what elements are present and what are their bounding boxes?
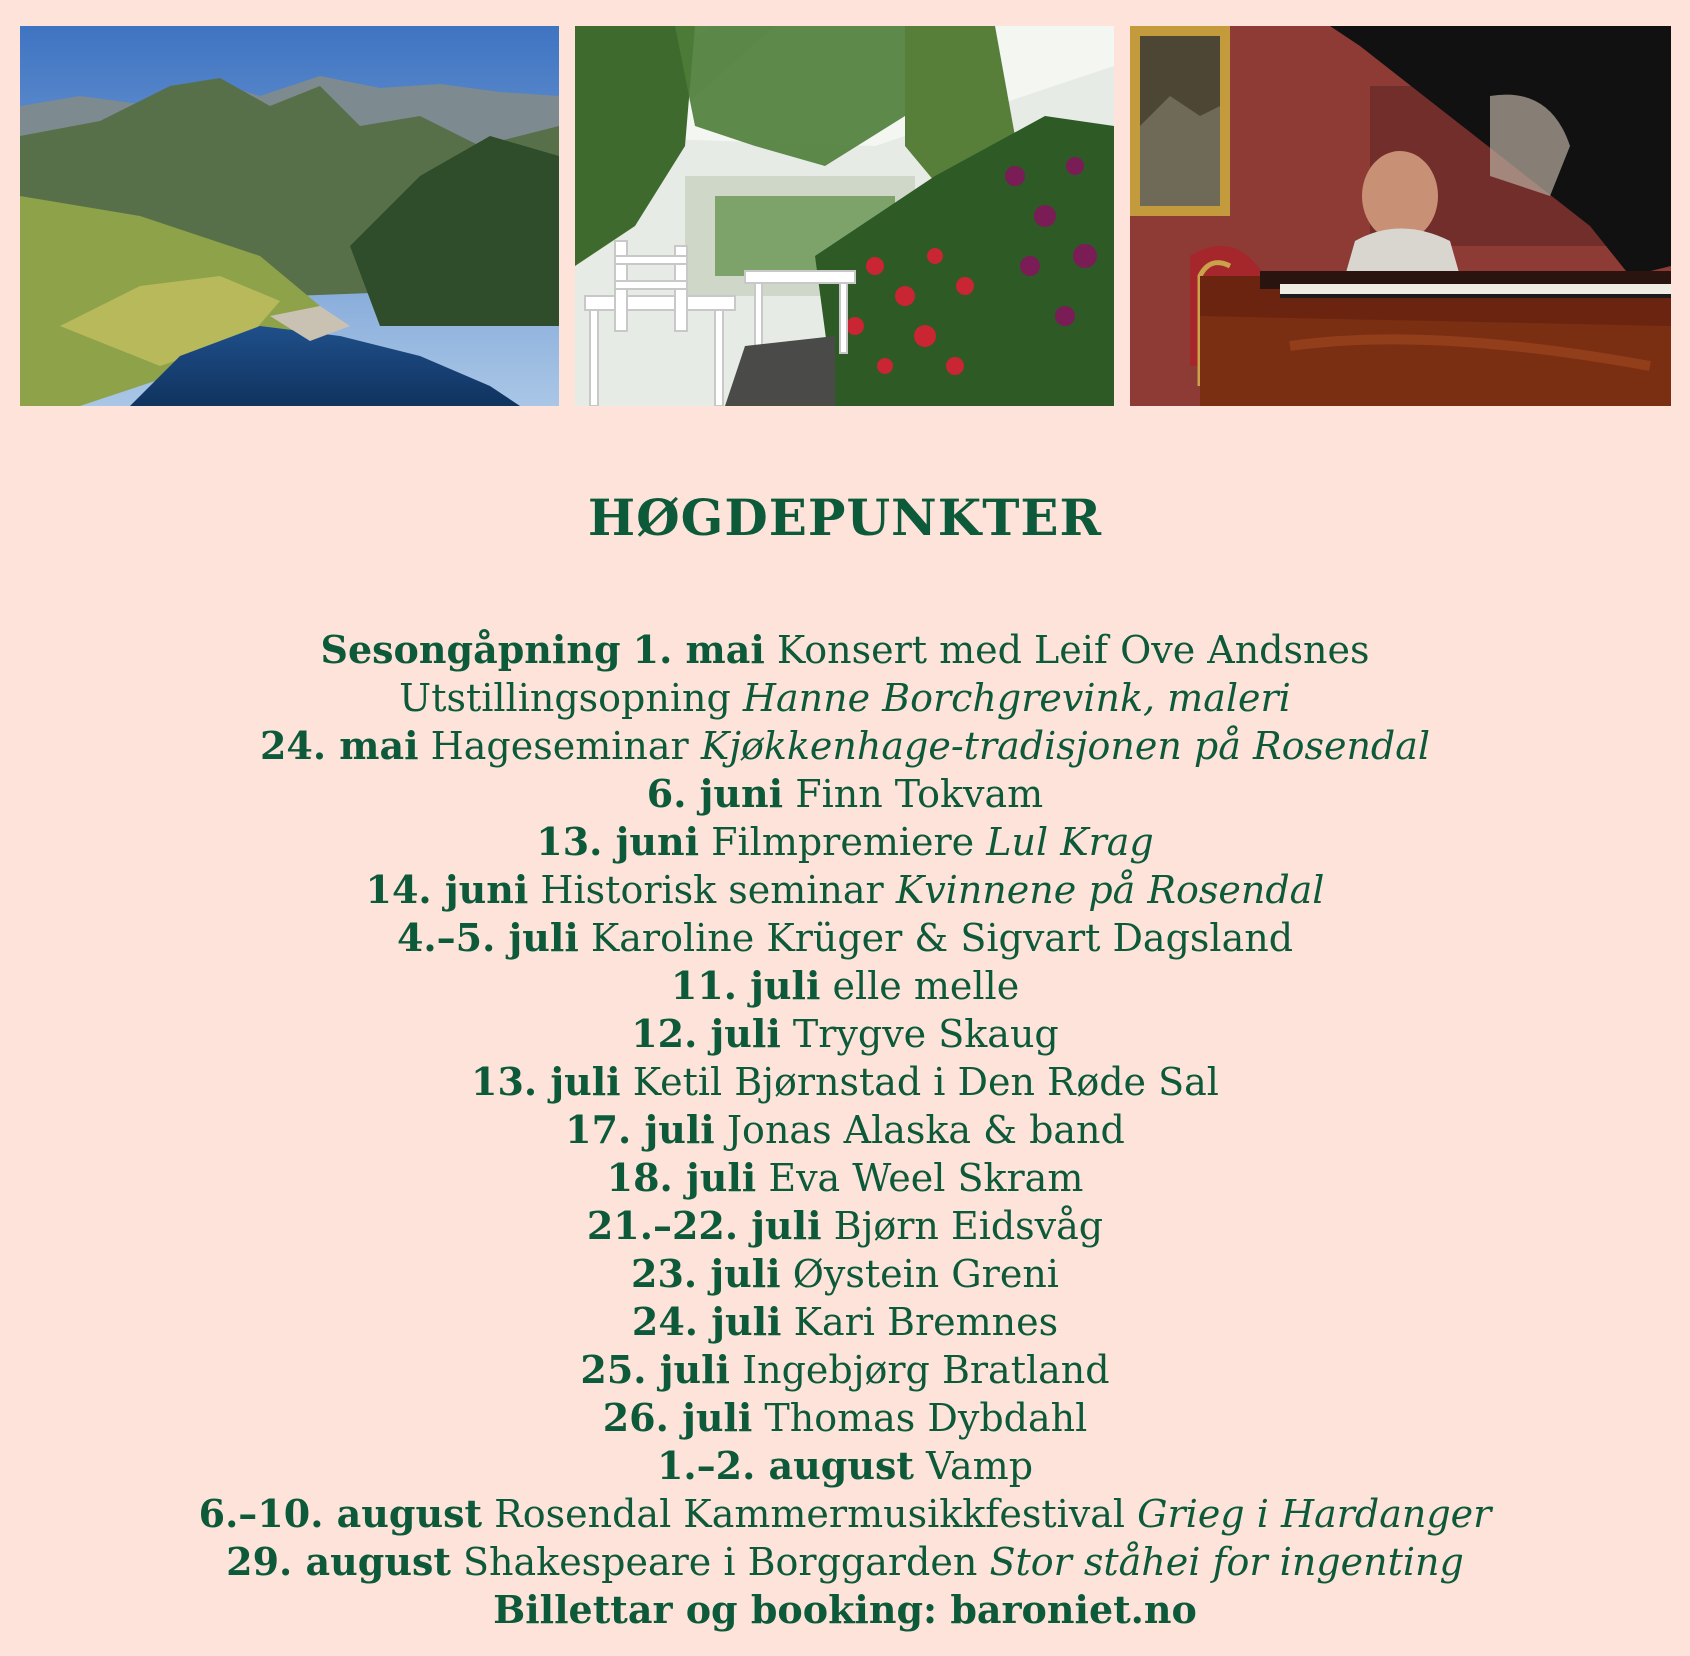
event-line [0, 1202, 1690, 1250]
event-title: Vamp [926, 1444, 1034, 1488]
event-line [0, 1058, 1690, 1106]
event-line [0, 1010, 1690, 1058]
event-title: Jonas Alaska & band [726, 1108, 1125, 1152]
event-line [0, 1346, 1690, 1394]
event-title: Konsert med Leif Ove Andsnes [776, 628, 1370, 672]
event-line [0, 1394, 1690, 1442]
event-date: 12. juli [631, 1011, 781, 1056]
event-line [0, 1298, 1690, 1346]
event-prefix: Sesongåpning [320, 627, 621, 672]
event-subtitle: Hanne Borchgrevink, maleri [742, 676, 1291, 720]
event-date: 6.–10. august [198, 1491, 483, 1536]
event-title: Trygve Skaug [792, 1012, 1059, 1056]
event-title: Shakespeare i Borggarden [463, 1540, 978, 1584]
pianist-red-room-photo [1130, 26, 1671, 406]
event-title: Ketil Bjørnstad i Den Røde Sal [632, 1060, 1219, 1104]
event-date: 6. juni [646, 771, 784, 816]
event-title: Eva Weel Skram [768, 1156, 1084, 1200]
event-date: 1. mai [632, 627, 765, 672]
page-title: HØGDEPUNKTER [587, 488, 1103, 547]
event-date: 11. juli [670, 963, 821, 1008]
event-line [0, 818, 1690, 866]
greenhouse-garden-photo [575, 26, 1114, 406]
event-date: 21.–22. juli [586, 1203, 822, 1248]
event-line [0, 914, 1690, 962]
photo-strip [20, 26, 1671, 406]
event-date: 18. juli [606, 1155, 757, 1200]
event-date: 14. juni [365, 867, 529, 912]
event-date: 23. juli [631, 1251, 781, 1296]
event-title: Karoline Krüger & Sigvart Dagsland [590, 916, 1294, 960]
event-title: Rosendal Kammermusikkfestival [494, 1492, 1126, 1536]
event-line [0, 1154, 1690, 1202]
event-date: 24. juli [631, 1299, 782, 1344]
event-title: Finn Tokvam [795, 772, 1044, 816]
event-date: 13. juni [536, 819, 700, 864]
event-line [0, 866, 1690, 914]
event-title: Historisk seminar [540, 868, 884, 912]
event-line [0, 674, 1690, 722]
event-line [0, 722, 1690, 770]
event-line [0, 1490, 1690, 1538]
fjord-aerial-photo [20, 26, 559, 406]
event-date: 29. august [226, 1539, 451, 1584]
event-date: 26. juli [602, 1395, 753, 1440]
event-line [0, 770, 1690, 818]
event-line [0, 1442, 1690, 1490]
event-date: 1.–2. august [656, 1443, 914, 1488]
event-title: Filmpremiere [711, 820, 975, 864]
event-subtitle: Lul Krag [986, 820, 1154, 864]
booking-info: Billettar og booking: baroniet.no [493, 1587, 1197, 1632]
event-title: Kari Bremnes [793, 1300, 1059, 1344]
event-title: Ingebjørg Bratland [742, 1348, 1110, 1392]
event-title: Utstillingsopning [399, 676, 731, 720]
event-title: Hageseminar [430, 724, 689, 768]
event-subtitle: Kvinnene på Rosendal [895, 868, 1325, 912]
event-subtitle: Stor ståhei for ingenting [989, 1540, 1464, 1584]
event-date: 24. mai [259, 723, 419, 768]
event-title: Thomas Dybdahl [764, 1396, 1088, 1440]
event-line [0, 1538, 1690, 1586]
event-date: 25. juli [580, 1347, 730, 1392]
event-subtitle: Kjøkkenhage-tradisjonen på Rosendal [700, 724, 1431, 768]
event-title: elle melle [832, 964, 1020, 1008]
event-date: 17. juli [565, 1107, 715, 1152]
event-date: 13. juli [471, 1059, 621, 1104]
event-title: Øystein Greni [792, 1252, 1059, 1296]
event-list [0, 626, 1690, 1634]
event-line [0, 962, 1690, 1010]
event-title: Bjørn Eidsvåg [833, 1204, 1104, 1248]
event-line [0, 1106, 1690, 1154]
event-date: 4.–5. juli [396, 915, 579, 960]
event-line [0, 1250, 1690, 1298]
event-subtitle: Grieg i Hardanger [1137, 1492, 1492, 1536]
event-line [0, 626, 1690, 674]
